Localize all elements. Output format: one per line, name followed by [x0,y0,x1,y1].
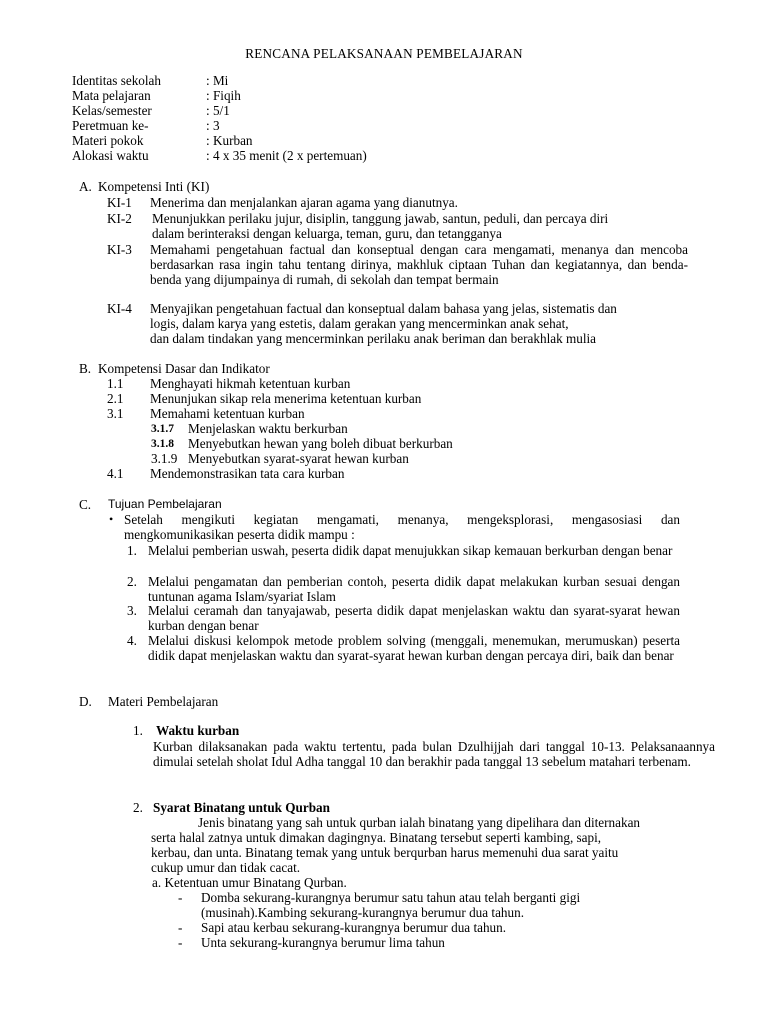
section-letter: D. [79,694,92,709]
material-text: kerbau, dan unta. Binatang temak yang untuk berqurban harus memenuhi dua sarat yaitu [151,845,619,860]
dash-marker: - [178,890,183,905]
kd-text: Mendemonstrasikan tata cara kurban [150,466,345,481]
material-number: 1. [133,723,143,738]
material-point: a. Ketentuan umur Binatang Qurban. [152,875,347,890]
ki-text: Menyajikan pengetahuan factual dan konseptual dalam bahasa yang jelas, sistematis dan [150,301,617,316]
ki-code: KI-3 [107,242,132,257]
ki-text: dan dalam tindakan yang mencerminkan perilaku anak beriman dan berakhlak mulia [150,331,597,346]
identity-value: : Mi [206,73,229,88]
material-text: serta halal zatnya untuk dimakan dagingnya. Binatang tersebut seperti kambing, sapi, [151,830,602,845]
material-title: Waktu kurban [156,723,240,738]
dash-marker: - [178,935,183,950]
objective-number: 1. [127,543,137,558]
kd-number: 1.1 [107,376,124,391]
material-text: Kurban dilaksanakan pada waktu tertentu, pada bulan Dzulhijjah dari tanggal 10-13. Pelaksanaannya dimulai setelah sholat Idul Adha tanggal 10 dan berakhir pada tanggal 13 sebelum matahari terbenam. [153,739,715,769]
material-text: cukup umur dan tidak cacat. [151,860,301,875]
kd-number: 2.1 [107,391,124,406]
identity-label: Alokasi waktu [72,148,149,163]
objective-number: 3. [127,603,137,618]
objective-text: Melalui ceramah dan tanyajawab, peserta didik dapat menjelaskan waktu dan syarat-syarat hewan kurban dengan benar [148,603,680,633]
ki-text: logis, dalam karya yang estetis, dalam gerakan yang mencerminkan anak sehat, [150,316,569,331]
section-letter: A. [79,179,92,194]
material-dash-text: Unta sekurang-kurangnya berumur lima tahun [201,935,445,950]
objective-number: 4. [127,633,137,648]
material-dash-text: (musinah).Kambing sekurang-kurangnya berumur dua tahun. [201,905,525,920]
section-letter: C. [79,497,92,512]
material-title: Syarat Binatang untuk Qurban [153,800,330,815]
objective-number: 2. [127,574,137,589]
identity-label: Peretmuan ke- [72,118,149,133]
identity-value: : Kurban [206,133,253,148]
kd-number: 4.1 [107,466,124,481]
identity-value: : 3 [206,118,220,133]
ki-text: Memahami pengetahuan factual dan konseptual dengan cara mengamati, menanya dan mencoba berdasarkan rasa ingin tahu tentang dirinya, makhluk ciptaan Tuhan dan kegiatannya, dan benda-benda yang dijumpainya di rumah, di sekolah dan tempat bermain [150,242,688,287]
identity-value: : Fiqih [206,88,241,103]
section-heading: Tujuan Pembelajaran [108,497,222,511]
kd-text: Memahami ketentuan kurban [150,406,305,421]
objective-text: Melalui pengamatan dan pemberian contoh, peserta didik dapat melakukan kurban sesuai dengan tuntunan agama Islam/syariat Islam [148,574,680,604]
identity-value: : 5/1 [206,103,230,118]
kd-text: Menunjukan sikap rela menerima ketentuan kurban [150,391,422,406]
section-letter: B. [79,361,92,376]
identity-label: Mata pelajaran [72,88,151,103]
ki-code: KI-2 [107,211,132,226]
ki-text: Menunjukkan perilaku jujur, disiplin, tanggung jawab, santun, peduli, dan percaya diri [152,211,609,226]
identity-label: Kelas/semester [72,103,152,118]
section-heading: Materi Pembelajaran [108,694,219,709]
ki-text: Menerima dan menjalankan ajaran agama yang dianutnya. [150,195,458,210]
material-number: 2. [133,800,143,815]
indicator-number: 3.1.8 [151,438,174,450]
material-dash-text: Domba sekurang-kurangnya berumur satu tahun atau telah berganti gigi [201,890,581,905]
indicator-number: 3.1.9 [151,451,178,466]
indicator-text: Menjelaskan waktu berkurban [188,421,348,436]
material-text: Jenis binatang yang sah untuk qurban ialah binatang yang dipelihara dan diternakan [198,815,641,830]
indicator-text: Menyebutkan hewan yang boleh dibuat berkurban [188,436,453,451]
kd-number: 3.1 [107,406,124,421]
ki-code: KI-4 [107,301,132,316]
indicator-number: 3.1.7 [151,423,174,435]
dash-marker: - [178,920,183,935]
material-dash-text: Sapi atau kerbau sekurang-kurangnya berumur dua tahun. [201,920,507,935]
indicator-text: Menyebutkan syarat-syarat hewan kurban [188,451,409,466]
ki-code: KI-1 [107,195,132,210]
section-heading: Kompetensi Dasar dan Indikator [98,361,270,376]
objective-intro: Setelah mengikuti kegiatan mengamati, menanya, mengeksplorasi, mengasosiasi dan mengkomunikasikan peserta didik mampu : [124,512,680,542]
bullet-icon: • [109,512,114,526]
identity-value: : 4 x 35 menit (2 x pertemuan) [206,148,367,163]
objective-text: Melalui diskusi kelompok metode problem solving (menggali, menemukan, merumuskan) peserta didik dapat menjelaskan waktu dan syarat-syarat hewan kurban dengan percaya diri, baik dan benar [148,633,680,663]
objective-text: Melalui pemberian uswah, peserta didik dapat menujukkan sikap kemauan berkurban dengan benar [148,543,673,558]
identity-label: Identitas sekolah [72,73,161,88]
ki-text: dalam berinteraksi dengan keluarga, teman, guru, dan tetangganya [152,226,502,241]
document-title: RENCANA PELAKSANAAN PEMBELAJARAN [245,46,523,61]
section-heading: Kompetensi Inti (KI) [98,179,210,194]
identity-label: Materi pokok [72,133,144,148]
kd-text: Menghayati hikmah ketentuan kurban [150,376,351,391]
